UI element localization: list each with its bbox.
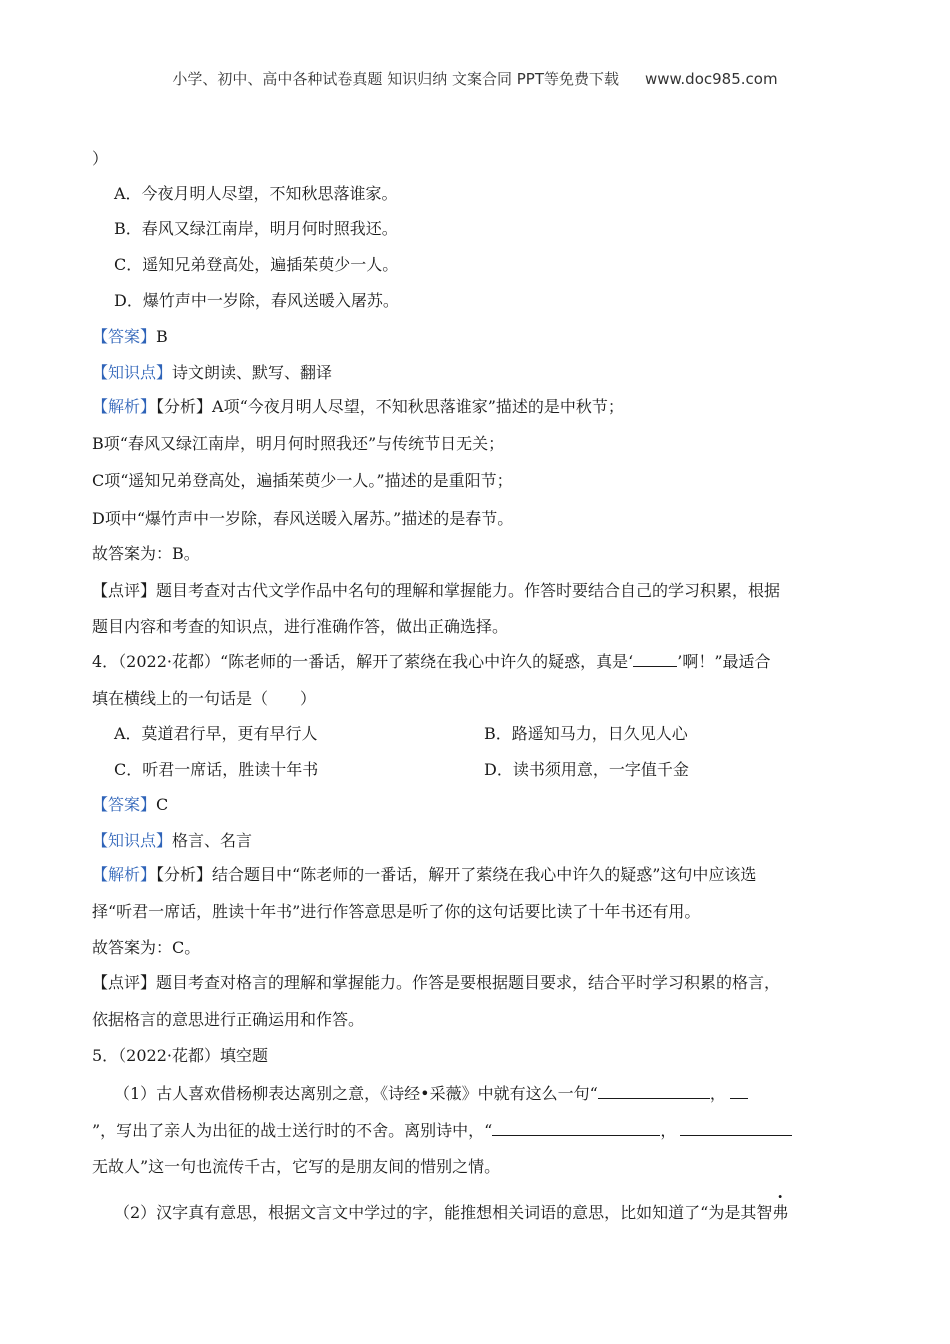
- q4-analysis-line-2: 择“听君一席话，胜读十年书”进行作答意思是听了你的这句话要比读了十年书还有用。: [92, 902, 701, 921]
- q4-stem-line-2: 填在横线上的一句话是（ ）: [92, 689, 317, 708]
- q3-option-c: C．遥知兄弟登高处，遍插茱萸少一人。: [114, 255, 399, 274]
- q3-comment-line-2: 题目内容和考查的知识点，进行准确作答，做出正确选择。: [92, 617, 509, 636]
- q4-option-b: B．路遥知马力，日久见人心: [484, 724, 688, 743]
- q5-part1-text-a: （1）古人喜欢借杨柳表达离别之意，《诗经•采薇》中就有这么一句“: [114, 1084, 598, 1103]
- q5-blank-3[interactable]: [492, 1120, 660, 1136]
- q5-part2-line-1: [114, 1200, 788, 1223]
- q4-stem-part-a: 4．（2022·花都）“陈老师的一番话，解开了萦绕在我心中许久的疑惑，真是‘: [92, 652, 634, 671]
- q4-stem-line-1: [92, 649, 771, 672]
- q4-option-a: A．莫道君行早，更有早行人: [114, 724, 318, 743]
- q3-option-b: B．春风又绿江南岸，明月何时照我还。: [114, 219, 398, 238]
- q4-comment-line-2: 依据格言的意思进行正确运用和作答。: [92, 1010, 365, 1029]
- q4-conclusion: 故答案为：C。: [92, 938, 201, 957]
- q5-emphasized-char: 弗: [772, 1203, 789, 1222]
- q4-blank[interactable]: [633, 651, 677, 667]
- knowledge-tag: 【知识点】: [92, 363, 173, 382]
- q5-blank-4[interactable]: [680, 1120, 792, 1136]
- q3-option-d: D．爆竹声中一岁除，春风送暖入屠苏。: [114, 291, 399, 310]
- q4-stem-part-b: ’啊！”最适合: [677, 652, 771, 671]
- knowledge-value: 诗文朗读、默写、翻译: [172, 363, 333, 382]
- q3-comment-line-1: 【点评】题目考查对古代文学作品中名句的理解和掌握能力。作答时要结合自己的学习积累，根据: [92, 581, 781, 600]
- q5-part1-comma: ，: [709, 1084, 726, 1103]
- q3-knowledge: [92, 360, 332, 383]
- q5-blank-1[interactable]: [598, 1083, 710, 1099]
- q5-part2-text: （2）汉字真有意思，根据文言文中学过的字，能推想相关词语的意思，比如知道了“为是其智: [114, 1203, 773, 1222]
- q3-option-a: A．今夜月明人尽望，不知秋思落谁家。: [114, 184, 398, 203]
- q4-option-d: D．读书须用意，一字值千金: [484, 760, 689, 779]
- q3-analysis-line-2: B项“春风又绿江南岸，明月何时照我还”与传统节日无关；: [92, 434, 505, 453]
- header-title: 小学、初中、高中各种试卷真题 知识归纳 文案合同 PPT等免费下载: [172, 70, 619, 88]
- q5-part1-text-b: ”，写出了亲人为出征的战士送行时的不舍。离别诗中，“: [92, 1121, 493, 1140]
- q3-stem-tail: ）: [92, 149, 109, 168]
- q5-part1-line-2: [92, 1118, 792, 1141]
- knowledge-value: 格言、名言: [172, 831, 253, 850]
- q5-title: 5．（2022·花都）填空题: [92, 1046, 268, 1065]
- q4-option-c: C．听君一席话，胜读十年书: [114, 760, 319, 779]
- q5-part1-line-3: 无故人”这一句也流传千古，它写的是朋友间的惜别之情。: [92, 1157, 501, 1176]
- q4-knowledge: [92, 828, 252, 851]
- q5-part1-line-1: [114, 1081, 748, 1104]
- page-header: [0, 68, 950, 89]
- q3-analysis-line-4: D项中“爆竹声中一岁除，春风送暖入屠苏。”描述的是春节。: [92, 509, 514, 528]
- answer-tag: 【答案】: [92, 795, 157, 814]
- q3-answer: [92, 324, 168, 347]
- analysis-text: 【分析】A项“今夜月明人尽望，不知秋思落谁家”描述的是中秋节；: [156, 397, 624, 416]
- answer-tag: 【答案】: [92, 327, 157, 346]
- q3-conclusion: 故答案为：B。: [92, 544, 200, 563]
- answer-value: C: [156, 795, 169, 814]
- analysis-text: 【分析】结合题目中“陈老师的一番话，解开了萦绕在我心中许久的疑惑”这句中应该选: [156, 865, 757, 884]
- q4-answer: [92, 792, 168, 815]
- q3-analysis-line-3: C项“遥知兄弟登高处，遍插茱萸少一人。”描述的是重阳节；: [92, 471, 513, 490]
- knowledge-tag: 【知识点】: [92, 831, 173, 850]
- q4-comment-line-1: 【点评】题目考查对格言的理解和掌握能力。作答是要根据题目要求，结合平时学习积累的格言，: [92, 973, 781, 992]
- analysis-tag: 【解析】: [92, 397, 157, 416]
- analysis-tag: 【解析】: [92, 865, 157, 884]
- header-url[interactable]: www.doc985.com: [644, 70, 778, 88]
- q5-part1-comma-2: ，: [660, 1121, 677, 1140]
- q3-analysis-line-1: [92, 394, 624, 417]
- q4-analysis-line-1: [92, 862, 756, 885]
- answer-value: B: [156, 327, 168, 346]
- q5-blank-2[interactable]: [730, 1083, 748, 1099]
